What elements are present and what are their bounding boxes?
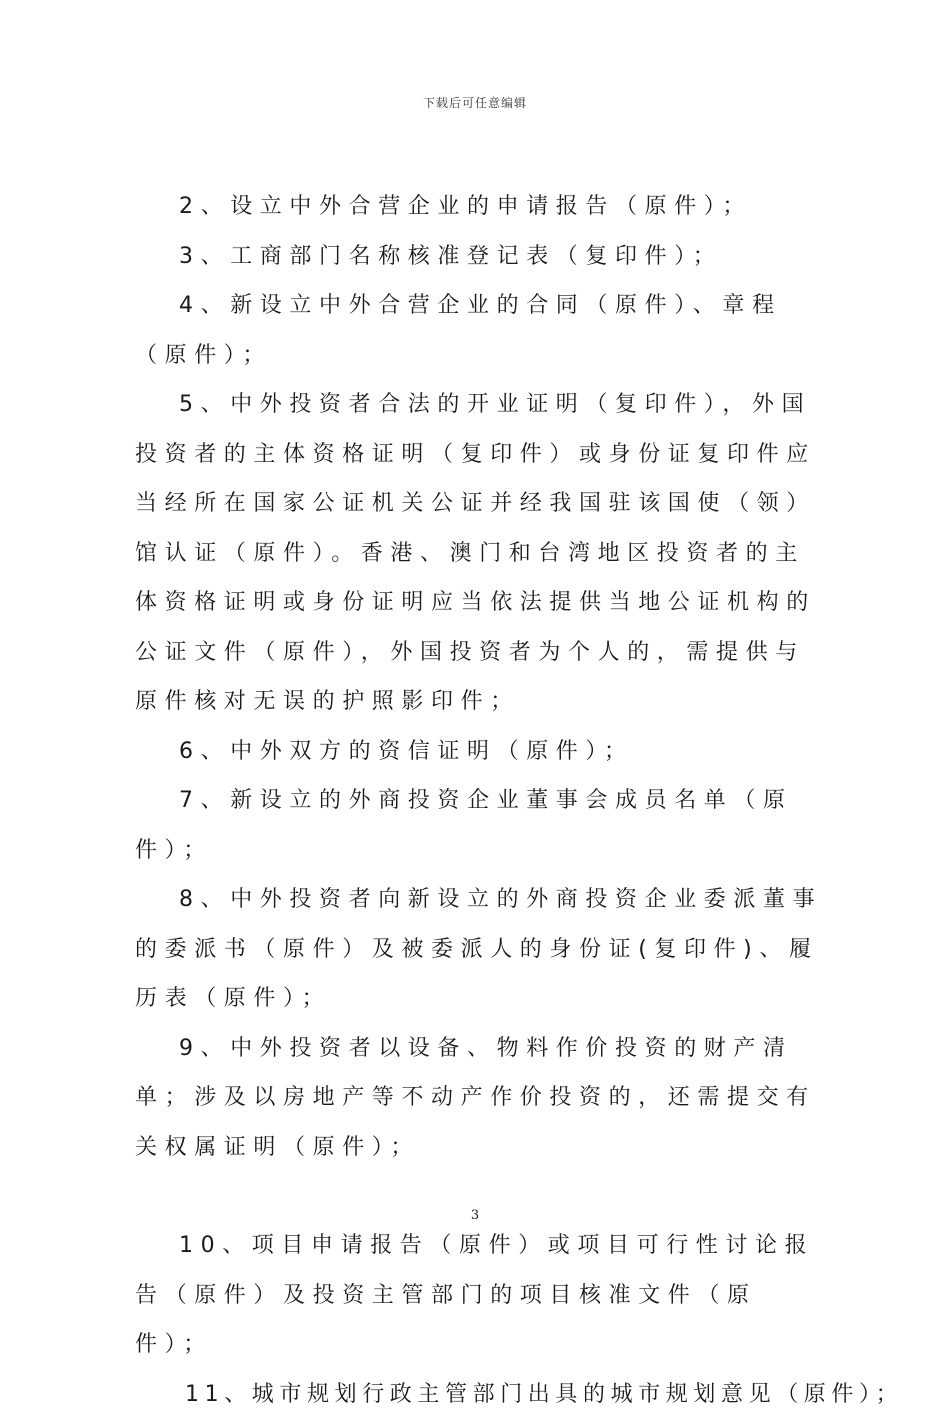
- paragraph-item-5: 5、中外投资者合法的开业证明（复印件），外国投资者的主体资格证明（复印件）或身份证复印件应当经所在国家公证机关公证并经我国驻该国使（领）馆认证（原件）。香港、澳门和台湾地区投资者的主体资格证明或身份证明应当依法提供当地公证机构的公证文件（原件），外国投资者为个人的，需提供与原件核对无误的护照影印件；: [135, 380, 825, 727]
- page-number: 3: [0, 1208, 950, 1223]
- paragraph-item-10: 10、项目申请报告（原件）或项目可行性讨论报告（原件）及投资主管部门的项目核准文件（原件）；: [135, 1221, 825, 1370]
- paragraph-item-9: 9、中外投资者以设备、物料作价投资的财产清单；涉及以房地产等不动产作价投资的，还需提交有关权属证明（原件）；: [135, 1024, 825, 1173]
- paragraph-item-8: 8、中外投资者向新设立的外商投资企业委派董事的委派书（原件）及被委派人的身份证(复印件)、履历表（原件）；: [135, 875, 825, 1024]
- paragraph-item-11: 11、城市规划行政主管部门出具的城市规划意见（原件）；: [135, 1370, 825, 1419]
- page-header: 下载后可任意编辑: [0, 94, 950, 111]
- paragraph-item-4: 4、新设立中外合营企业的合同（原件）、章程（原件）；: [135, 281, 825, 380]
- document-body: [135, 182, 825, 1419]
- paragraph-item-3: 3、工商部门名称核准登记表（复印件）；: [135, 232, 825, 282]
- paragraph-item-2: 2、设立中外合营企业的申请报告（原件）；: [135, 182, 825, 232]
- paragraph-item-7: 7、新设立的外商投资企业董事会成员名单（原件）；: [135, 776, 825, 875]
- paragraph-item-6: 6、中外双方的资信证明（原件）；: [135, 727, 825, 777]
